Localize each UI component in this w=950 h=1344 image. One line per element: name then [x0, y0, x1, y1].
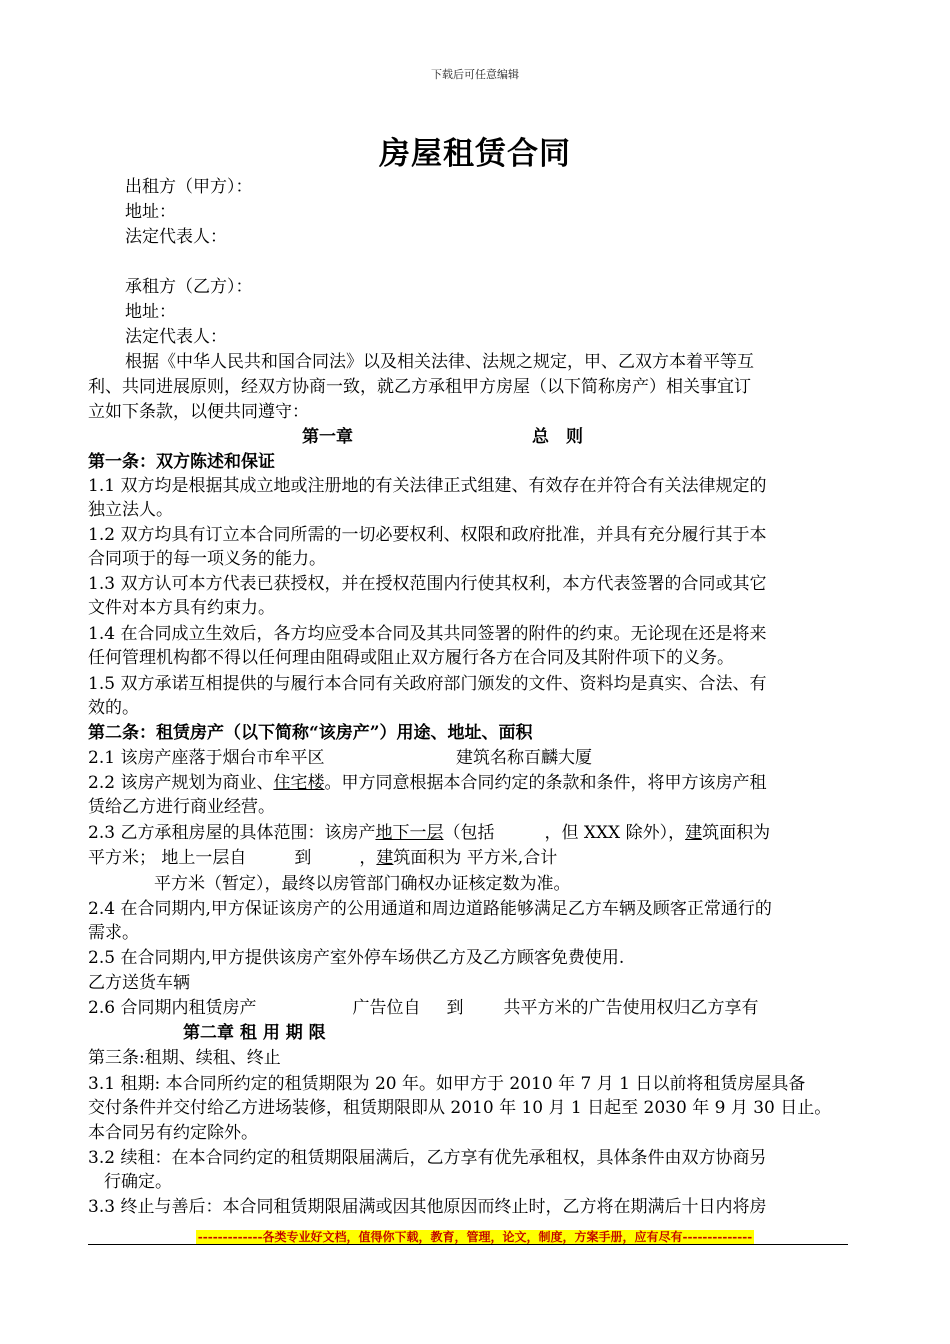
clause-2-3-text: 筑面积为: [702, 823, 771, 843]
clause-2-3-text: ，但 XXX 除外），: [544, 823, 686, 843]
clause-2-2-underlined: 住宅楼: [273, 773, 325, 793]
lessee-label: 承租方（乙方）：: [125, 277, 253, 297]
article-3-line: 交付条件并交付给乙方进场装修，租赁期限即从 2010 年 10 月 1 日起至 2030 年 9 月 30 日止。: [88, 1098, 832, 1118]
lessor-address-label: 地址：: [125, 202, 176, 222]
lessor-label: 出租方（甲方）：: [125, 177, 253, 197]
clause-2-2-cont: 赁给乙方进行商业经营。: [88, 797, 275, 817]
clause-2-3: [88, 821, 770, 845]
preamble-line: 利、共同进展原则，经双方协商一致，就乙方承租甲方房屋（以下简称房产）相关事宜订: [88, 377, 751, 397]
article-1-line: 独立法人。: [88, 500, 173, 520]
clause-2-3-text: ，: [359, 848, 377, 868]
article-3-line: 3.1 租期: 本合同所约定的租赁期限为 20 年。如甲方于 2010 年 7 月 1 日以前将租赁房屋具备: [88, 1074, 806, 1094]
article-3-line: 本合同另有约定除外。: [88, 1123, 258, 1143]
clause-2-3-underlined: 建: [685, 823, 703, 843]
article-2-title: 第二条：租赁房产（以下简称“该房产”）用途、地址、面积: [88, 723, 533, 743]
article-1-line: 1.4 在合同成立生效后，各方均应受本合同及其共同签署的附件的约束。无论现在还是将来: [88, 624, 767, 644]
article-1-line: 1.3 双方认可本方代表已获授权，并在授权范围内行使其权利，本方代表签署的合同或其它: [88, 574, 767, 594]
document-title: 房屋租赁合同: [379, 136, 571, 172]
clause-2-3-text: 到: [294, 848, 312, 868]
clause-2-3-text: （包括: [443, 823, 495, 843]
lessee-address-label: 地址：: [125, 302, 176, 322]
clause-2-3-text: 平方米； 地上一层自: [88, 848, 247, 868]
clause-2-6-text: 共平方米的广告使用权归乙方享有: [503, 998, 759, 1018]
clause-2-3-underlined: 建: [376, 848, 394, 868]
article-1-line: 1.2 双方均具有订立本合同所需的一切必要权利、权限和政府批准，并具有充分履行其于本: [88, 525, 767, 545]
clause-2-2-text: 。甲方同意根据本合同约定的条款和条件，将甲方该房产租: [324, 773, 767, 793]
article-1-line: 效的。: [88, 698, 139, 718]
chapter-1-number: 第一章: [302, 427, 353, 447]
article-1-line: 1.5 双方承诺互相提供的与履行本合同有关政府部门颁发的文件、资料均是真实、合法、有: [88, 674, 767, 694]
clause-2-6-text: 2.6 合同期内租赁房产: [88, 998, 257, 1018]
clause-2-2-text: 2.2 该房产规划为商业、: [88, 773, 274, 793]
clause-2-6: [88, 996, 758, 1020]
article-1-title: 第一条：双方陈述和保证: [88, 452, 275, 472]
clause-2-5: 2.5 在合同期内,甲方提供该房产室外停车场供乙方及乙方顾客免费使用.: [88, 948, 625, 968]
clause-2-4-cont: 需求。: [88, 923, 139, 943]
clause-2-6-text: 广告位自: [352, 998, 421, 1018]
footer-banner-text: -------------各类专业好文档，值得你下载，教育，管理，论文，制度，方案手册，应有尽有--------------: [197, 1230, 753, 1244]
article-3-line: 3.2 续租：在本合同约定的租赁期限届满后，乙方享有优先承租权，具体条件由双方协商另: [88, 1148, 767, 1168]
lessee-rep-label: 法定代表人：: [125, 327, 227, 347]
clause-2-5-cont: 乙方送货车辆: [88, 973, 190, 993]
footer-banner: [0, 1226, 950, 1245]
article-3-line: 3.3 终止与善后：本合同租赁期限届满或因其他原因而终止时，乙方将在期满后十日内将房: [88, 1197, 767, 1217]
clause-2-3-cont: [88, 846, 557, 870]
clause-2-6-text: 到: [446, 998, 464, 1018]
clause-2-1-location: 2.1 该房产座落于烟台市牟平区: [88, 748, 325, 768]
clause-2-3-text: 2.3 乙方承租房屋的具体范围：该房产: [88, 823, 376, 843]
header-note: 下载后可任意编辑: [431, 68, 519, 81]
article-3-line: 行确定。: [104, 1172, 172, 1192]
clause-2-1-building: 建筑名称百麟大厦: [456, 748, 592, 768]
lessor-rep-label: 法定代表人：: [125, 227, 227, 247]
preamble-line: 根据《中华人民共和国合同法》以及相关法律、法规之规定，甲、乙双方本着平等互: [125, 352, 754, 372]
clause-2-3-cont: 平方米（暂定），最终以房管部门确权办证核定数为准。: [154, 874, 571, 894]
article-1-line: 任何管理机构都不得以任何理由阻碍或阻止双方履行各方在合同及其附件项下的义务。: [88, 648, 734, 668]
chapter-2-heading: 第二章 租 用 期 限: [183, 1023, 326, 1043]
article-3-title: 第三条:租期、续租、终止: [88, 1048, 281, 1068]
article-1-line: 合同项于的每一项义务的能力。: [88, 549, 326, 569]
clause-2-2: [88, 771, 766, 795]
clause-2-4: 2.4 在合同期内,甲方保证该房产的公用通道和周边道路能够满足乙方车辆及顾客正常通行的: [88, 899, 772, 919]
clause-2-3-text: 筑面积为 平方米,合计: [393, 848, 558, 868]
footer-divider: [88, 1244, 848, 1245]
preamble-line: 立如下条款，以便共同遵守：: [88, 402, 309, 422]
article-1-line: 文件对本方具有约束力。: [88, 598, 275, 618]
chapter-1-name: 总 则: [532, 427, 583, 447]
clause-2-3-underlined: 地下一层: [375, 823, 444, 843]
article-1-line: 1.1 双方均是根据其成立地或注册地的有关法律正式组建、有效存在并符合有关法律规定的: [88, 476, 767, 496]
